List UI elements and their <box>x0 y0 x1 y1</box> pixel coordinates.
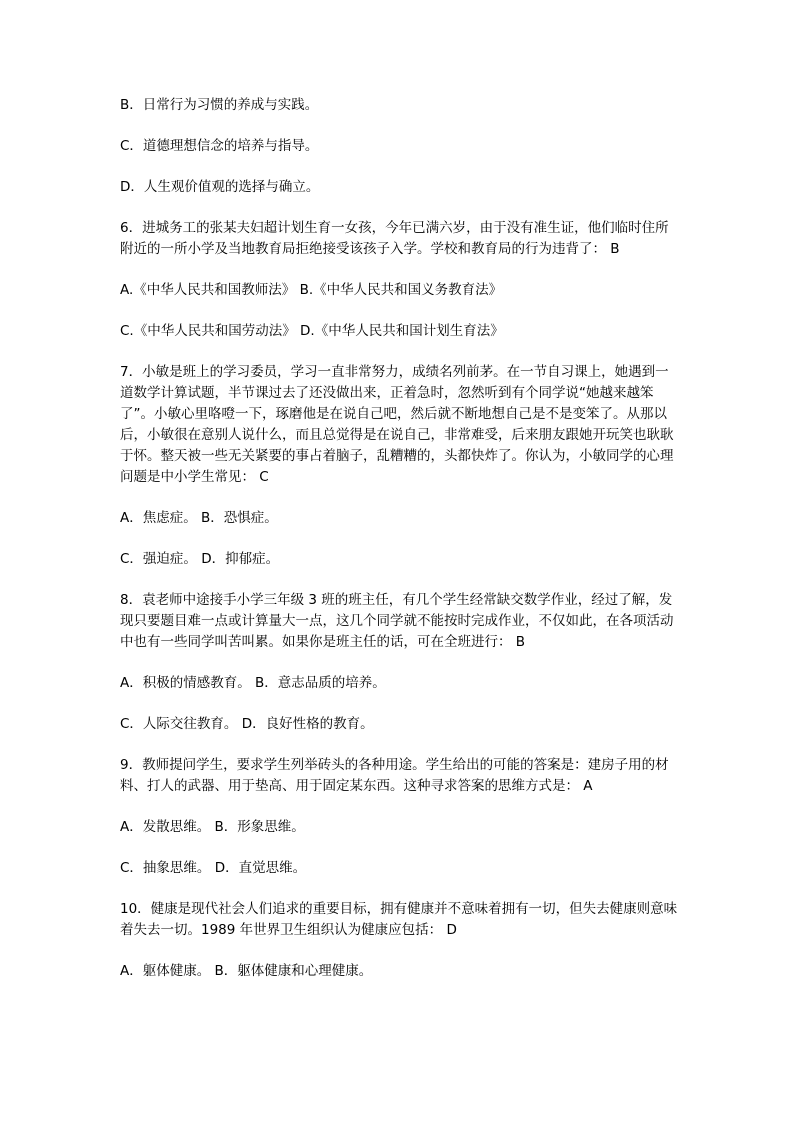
option-line: C．人际交往教育。 D．良好性格的教育。 <box>120 716 374 732</box>
question-7: 7．小敏是班上的学习委员，学习一直非常努力，成绩名列前茅。在一节自习课上，她遇到一道数学计算试题，半节课过去了还没做出来，正着急时，忽然听到有个同学说“她越来越笨了”。小敏心里咯噔一下，琢磨他是在说自己吧，然后就不断地想自己是不是变笨了。从那以后，小敏很在意别人说什么，而且总觉得是在说自己，非常难受，后来朋友跟她开玩笑也耿耿于怀。整天被一些无关紧要的事占着脑子，乱糟糟的，头都快炸了。你认为，小敏同学的心理问题是中小学生常见： C <box>120 364 674 485</box>
question-10: 10．健康是现代社会人们追求的重要目标，拥有健康并不意味着拥有一切，但失去健康则意味着失去一切。1989 年世界卫生组织认为健康应包括： D <box>120 901 678 938</box>
option-line: A.《中华人民共和国教师法》 B.《中华人民共和国义务教育法》 <box>120 282 503 298</box>
question-6: 6．进城务工的张某夫妇超计划生育一女孩，今年已满六岁，由于没有准生证，他们临时住所附近的一所小学及当地教育局拒绝接受该孩子入学。学校和教育局的行为违背了： B <box>120 220 669 257</box>
question-9: 9．教师提问学生，要求学生列举砖头的各种用途。学生给出的可能的答案是：建房子用的材料、打人的武器、用于垫高、用于固定某东西。这种寻求答案的思维方式是： A <box>120 757 669 794</box>
document-body <box>120 95 680 1002</box>
option-line: C．强迫症。 D．抑郁症。 <box>120 551 280 567</box>
option-line: A．发散思维。 B．形象思维。 <box>120 819 305 835</box>
option-line: C．道德理想信念的培养与指导。 <box>120 138 319 154</box>
option-line: C.《中华人民共和国劳动法》 D.《中华人民共和国计划生育法》 <box>120 323 504 339</box>
question-8: 8．袁老师中途接手小学三年级 3 班的班主任，有几个学生经常缺交数学作业，经过了解，发现只要题目难一点或计算量大一点，这几个同学就不能按时完成作业，不仅如此，在各项活动中也有一些同学叫苦叫累。如果你是班主任的话，可在全班进行： B <box>120 592 674 650</box>
option-line: D．人生观价值观的选择与确立。 <box>120 179 320 195</box>
option-line: A．焦虑症。 B．恐惧症。 <box>120 510 278 526</box>
option-line: C．抽象思维。 D．直觉思维。 <box>120 860 307 876</box>
option-line: A．躯体健康。 B．躯体健康和心理健康。 <box>120 963 373 979</box>
option-line: B．日常行为习惯的养成与实践。 <box>120 97 319 113</box>
option-line: A．积极的情感教育。 B．意志品质的培养。 <box>120 675 386 691</box>
